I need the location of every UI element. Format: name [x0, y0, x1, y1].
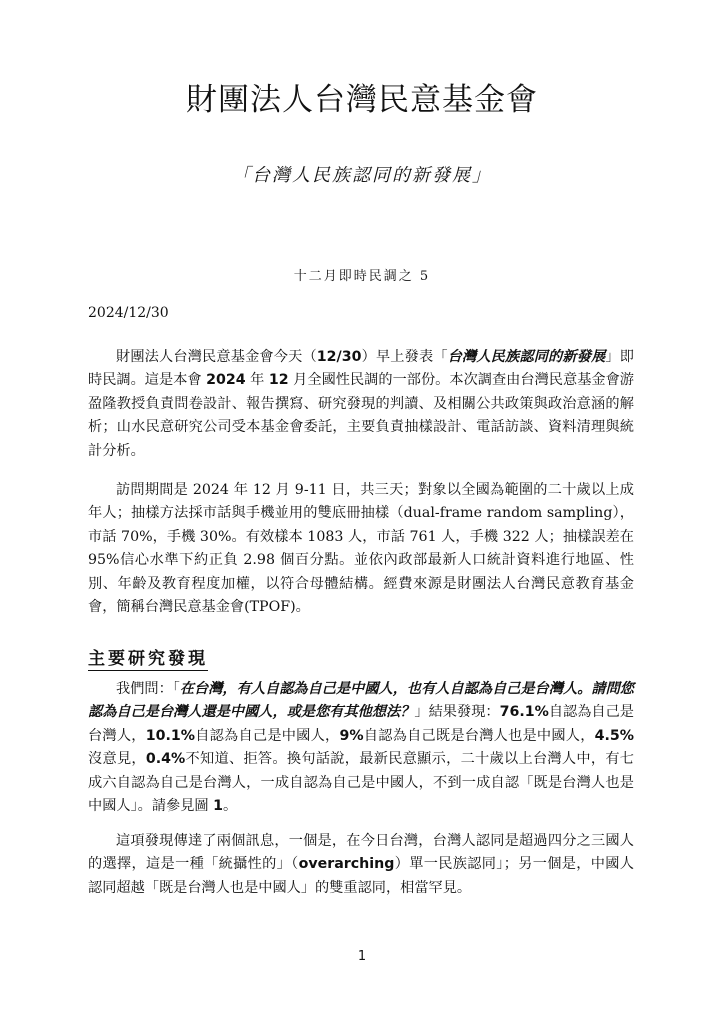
text-run: overarching — [298, 856, 395, 873]
document-title: 財團法人台灣民意基金會 — [186, 82, 538, 118]
text-run: 年 — [245, 372, 269, 389]
text-run: 」結果發現： — [414, 704, 500, 721]
findings-paragraph-1 — [88, 678, 634, 818]
page-number: 1 — [357, 949, 367, 964]
section-heading: 主要研究發現 — [88, 644, 208, 671]
text-run: ）單一民族認同」；另一個是，中國人認同超越「既是台灣人也是中國人」的雙重認同，相當罕見。 — [88, 856, 634, 896]
stat-value: 9% — [339, 727, 364, 744]
text-run: 自認為自己是台灣人， — [88, 704, 634, 744]
report-title-emphasis: 台灣人民族認同的新發展 — [447, 349, 606, 365]
text-run: 。 — [222, 798, 238, 815]
intro-paragraph-1 — [88, 346, 634, 463]
text-run: 2024 — [206, 372, 246, 389]
text-run: 這項發現傳達了兩個訊息，一個是，在今日台灣，台灣人認同是超過四分之三國人的選擇，這是一種「統攝性的」（ — [88, 833, 634, 873]
stat-value: 76.1% — [499, 704, 549, 721]
text-run: 自認為自己是中國人， — [194, 727, 340, 744]
stat-value: 4.5% — [594, 727, 634, 744]
text-run: 」即時民調。這是本會 — [88, 349, 634, 389]
text-run: 不知道、拒答。換句話說，最新民意顯示，二十歲以上台灣人中，有七成六自認為自己是台灣人，一成自認為自己是中國人，不到一成自認「既是台灣人也是中國人」。請參見圖 — [88, 751, 634, 815]
report-subtitle: 「台灣人民族認同的新發展」 — [232, 165, 492, 186]
report-date: 2024/12/30 — [88, 305, 169, 321]
text-run: 自認為自己既是台灣人也是中國人， — [363, 727, 595, 744]
text-run: 我們問：「 — [116, 681, 180, 697]
text-run: 沒意見， — [88, 751, 146, 768]
survey-question: 在台灣，有人自認為自己是中國人，也有人自認為自己是台灣人。請問您認為自己是台灣人還是中國人，或是您有其他想法？ — [88, 681, 634, 721]
figure-reference: 1 — [213, 798, 223, 815]
intro-paragraph-2: 訪問期間是 2024 年 12 月 9-11 日，共三天；對象以全國為範圍的二十歲以上成年人；抽樣方法採市話與手機並用的雙底冊抽樣（dual-frame random sampling），市話 70%，手機 30%。有效樣本 1083 人，市話 761 人，手機 322 人；抽樣誤差在 95%信心水準下約正負 2.98 個百分點。並依內政部最新人口統計資料進行地區、性別、年齡及教育程度加權，以符合母體結構。經費來源是財團法人台灣民意教育基金會，簡稱台灣民意基金會(TPOF)。 — [88, 482, 634, 616]
text-run: 12/30 — [316, 349, 362, 365]
stat-value: 10.1% — [145, 727, 195, 744]
text-run: 12 — [268, 372, 289, 389]
stat-value: 0.4% — [145, 751, 186, 768]
text-run: 月全國性民調的一部份。本次調查由台灣民意基金會游盈隆教授負責問卷設計、報告撰寫、研究發現的判讀、及相關公共政策與政治意涵的解析；山水民意研究公司受本基金會委託，主要負責抽樣設計、電話訪談、資料清理與統計分析。 — [88, 372, 634, 459]
text-run: ）早上發表「 — [361, 349, 448, 365]
findings-paragraph-2 — [88, 830, 634, 900]
text-run: 財團法人台灣民意基金會今天（ — [116, 349, 317, 365]
series-label: 十二月即時民調之 5 — [293, 269, 431, 284]
